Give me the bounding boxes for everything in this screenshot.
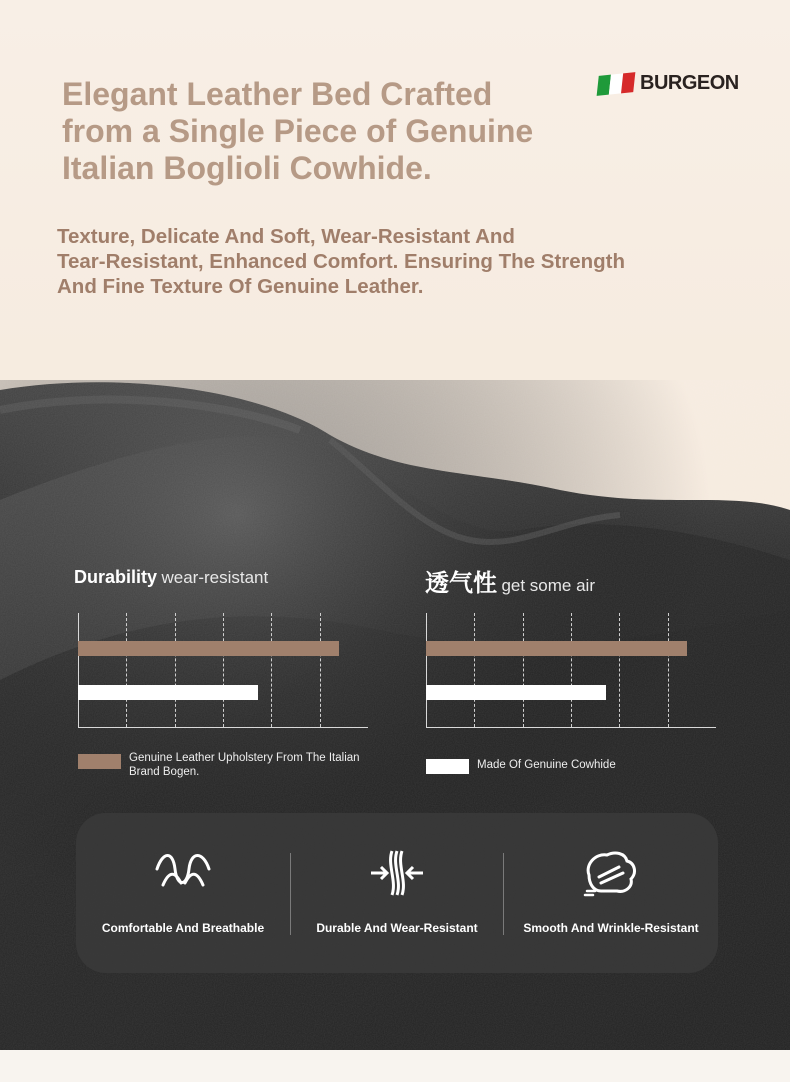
feature-smooth bbox=[504, 813, 718, 973]
italy-flag-icon bbox=[597, 72, 636, 96]
chart-2-subtitle: get some air bbox=[501, 576, 595, 595]
chart-1-subtitle: wear-resistant bbox=[161, 568, 269, 587]
chart-1 bbox=[78, 613, 368, 729]
bar-genuine-leather bbox=[78, 641, 339, 656]
feature-label: Durable And Wear-Resistant bbox=[316, 921, 478, 935]
chart-gridline bbox=[320, 613, 321, 727]
legend-label: Made Of Genuine Cowhide bbox=[477, 759, 616, 771]
title-line: Italian Boglioli Cowhide. bbox=[62, 150, 432, 186]
feature-durable bbox=[290, 813, 504, 973]
title-line: from a Single Piece of Genuine bbox=[62, 113, 534, 149]
description bbox=[57, 224, 697, 299]
bar-genuine-leather bbox=[426, 641, 687, 656]
bottom-strip bbox=[0, 1050, 790, 1082]
brand-name: BURGEON bbox=[640, 72, 739, 94]
chart-gridline bbox=[474, 613, 475, 727]
flag-stripe-red bbox=[621, 72, 635, 93]
features-panel bbox=[76, 813, 718, 973]
feature-breathable bbox=[76, 813, 290, 973]
feature-label: Comfortable And Breathable bbox=[101, 921, 265, 935]
chart-2-title-group bbox=[425, 563, 595, 598]
legend-label-line: Genuine Leather Upholstery From The Italian bbox=[129, 752, 360, 764]
description-line: And Fine Texture Of Genuine Leather. bbox=[57, 275, 424, 298]
chart-1-y-axis bbox=[78, 613, 79, 728]
page-title bbox=[62, 76, 562, 187]
chart-gridline bbox=[223, 613, 224, 727]
feature-label: Smooth And Wrinkle-Resistant bbox=[523, 921, 699, 935]
chart-gridline bbox=[126, 613, 127, 727]
legend-genuine-leather bbox=[78, 751, 360, 779]
description-line: Tear-Resistant, Enhanced Comfort. Ensuring The Strength bbox=[57, 250, 625, 273]
chart-2-title: 透气性 bbox=[425, 569, 497, 597]
legend-label bbox=[129, 751, 360, 779]
chart-gridline bbox=[271, 613, 272, 727]
chart-gridline bbox=[523, 613, 524, 727]
chart-2-x-axis bbox=[426, 727, 716, 728]
chart-2-y-axis bbox=[426, 613, 427, 728]
chart-1-x-axis bbox=[78, 727, 368, 728]
bar-cowhide bbox=[426, 685, 606, 700]
chart-gridline bbox=[175, 613, 176, 727]
description-line: Texture, Delicate And Soft, Wear-Resistant And bbox=[57, 225, 515, 248]
chart-2 bbox=[426, 613, 716, 729]
legend-swatch-brown bbox=[78, 754, 121, 769]
chart-gridline bbox=[668, 613, 669, 727]
legend-label-line: Brand Bogen. bbox=[129, 766, 200, 778]
legend-swatch-white bbox=[426, 759, 469, 774]
chart-gridline bbox=[571, 613, 572, 727]
hand-wipe-icon bbox=[504, 847, 718, 899]
brand-logo bbox=[598, 72, 739, 95]
breathable-wave-icon bbox=[76, 847, 290, 899]
legend-cowhide bbox=[426, 756, 616, 774]
title-line: Elegant Leather Bed Crafted bbox=[62, 76, 493, 112]
bar-cowhide bbox=[78, 685, 258, 700]
chart-gridline bbox=[619, 613, 620, 727]
chart-1-title-group bbox=[74, 567, 268, 588]
chart-1-title: Durability bbox=[74, 567, 158, 587]
compress-arrows-icon bbox=[290, 847, 504, 899]
